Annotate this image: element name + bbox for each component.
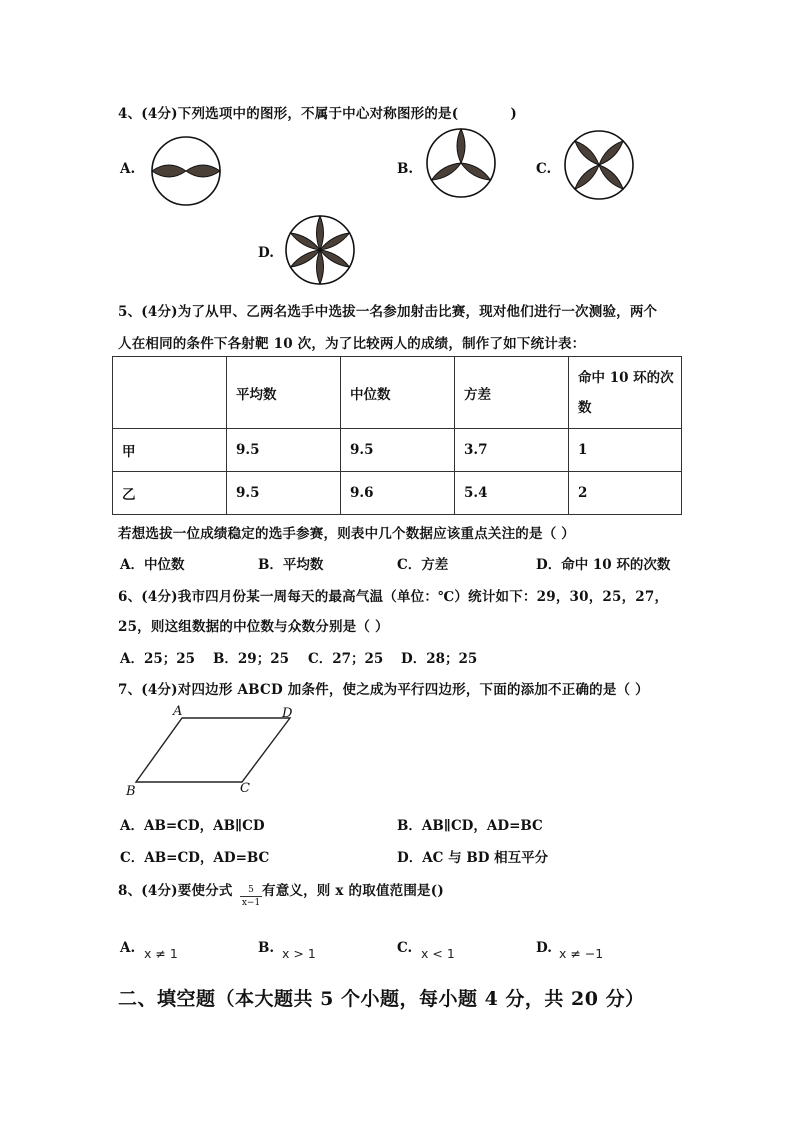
q8-option-b-label[interactable]: B. (258, 940, 275, 956)
q8-option-a-label[interactable]: A. (120, 940, 136, 956)
q7-option-a[interactable]: A．AB=CD，AB∥CD (120, 818, 265, 834)
q8-option-b-expr: x > 1 (282, 946, 316, 961)
table-cell-mean: 9.5 (227, 429, 341, 472)
q6-stem-line1: 6、(4分)我市四月份某一周每天的最高气温（单位：℃）统计如下：29，30，25，27， (118, 589, 669, 605)
table-header-hits-line1: 命中 10 环的次 (578, 369, 674, 386)
table-header-blank (113, 357, 227, 429)
table-header-hits (569, 357, 682, 429)
q8-option-c-label[interactable]: C. (397, 940, 413, 956)
q5-option-c[interactable]: C．方差 (397, 557, 449, 573)
table-cell-hits: 1 (569, 429, 682, 472)
q4-stem (118, 102, 517, 122)
vertex-label-d: D (282, 706, 293, 721)
q7-option-b[interactable]: B．AB∥CD，AD=BC (397, 818, 543, 834)
table-header-median: 中位数 (341, 357, 455, 429)
q8-stem-pre: 8、(4分)要使分式 (118, 883, 233, 899)
q4-close-paren: ) (510, 106, 517, 122)
table-cell-hits: 2 (569, 472, 682, 515)
table-cell-median: 9.5 (341, 429, 455, 472)
q5-option-a[interactable]: A．中位数 (120, 557, 185, 573)
q6-option-d[interactable]: D．28；25 (401, 651, 478, 667)
table-cell-median: 9.6 (341, 472, 455, 515)
table-header-row (113, 357, 682, 429)
vertex-label-b: B (126, 784, 136, 799)
table-header-variance: 方差 (455, 357, 569, 429)
q4-stem-text: 4、(4分)下列选项中的图形，不属于中心对称图形的是( (118, 106, 459, 122)
table-cell-variance: 5.4 (455, 472, 569, 515)
table-cell-variance: 3.7 (455, 429, 569, 472)
section2-title: 二、填空题（本大题共 5 个小题，每小题 4 分，共 20 分） (118, 988, 645, 1010)
q4-option-a-figure (150, 135, 222, 207)
q6-stem-line2: 25，则这组数据的中位数与众数分别是（ ） (118, 619, 389, 635)
q5-stats-table (112, 356, 682, 515)
q8-fraction (240, 885, 262, 909)
q5-question: 若想选拔一位成绩稳定的选手参赛，则表中几个数据应该重点关注的是（ ） (118, 526, 575, 542)
q7-option-c[interactable]: C．AB=CD，AD=BC (120, 850, 270, 866)
table-row (113, 429, 682, 472)
q4-option-b-label[interactable]: B. (397, 161, 414, 177)
vertex-label-c: C (240, 781, 250, 796)
q5-option-b[interactable]: B．平均数 (258, 557, 324, 573)
q8-option-a-expr: x ≠ 1 (144, 946, 178, 961)
q7-option-d[interactable]: D．AC 与 BD 相互平分 (397, 850, 549, 866)
q4-option-c-figure (563, 129, 635, 201)
q8-option-c-expr: x < 1 (421, 946, 455, 961)
table-cell-mean: 9.5 (227, 472, 341, 515)
q5-stem-line1: 5、(4分)为了从甲、乙两名选手中选拔一名参加射击比赛，现对他们进行一次测验，两个 (118, 304, 658, 320)
table-header-hits-line2: 数 (578, 399, 592, 416)
vertex-label-a: A (173, 704, 183, 719)
q8-option-d-expr: x ≠ −1 (559, 946, 604, 961)
q4-option-a-label[interactable]: A. (120, 161, 136, 177)
q6-option-a[interactable]: A．25；25 (120, 651, 196, 667)
q8-option-d-label[interactable]: D. (536, 940, 552, 956)
q8-stem-post: 有意义，则 x 的取值范围是() (262, 883, 444, 899)
q7-stem: 7、(4分)对四边形 ABCD 加条件，使之成为平行四边形，下面的添加不正确的是（ ） (118, 682, 649, 698)
table-row (113, 472, 682, 515)
table-header-mean: 平均数 (227, 357, 341, 429)
q4-option-c-label[interactable]: C. (536, 161, 552, 177)
q4-option-b-figure (425, 127, 497, 199)
q4-option-d-figure (284, 214, 356, 286)
q5-option-d[interactable]: D．命中 10 环的次数 (536, 557, 671, 573)
q4-option-d-label[interactable]: D. (258, 245, 274, 261)
table-cell-name: 甲 (113, 429, 227, 472)
q6-option-c[interactable]: C．27；25 (308, 651, 384, 667)
q5-stem-line2: 人在相同的条件下各射靶 10 次，为了比较两人的成绩，制作了如下统计表： (118, 336, 586, 352)
table-cell-name: 乙 (113, 472, 227, 515)
fraction-numerator: 5 (248, 885, 254, 895)
fraction-denominator: x−1 (241, 898, 261, 908)
q6-option-b[interactable]: B．29；25 (213, 651, 289, 667)
